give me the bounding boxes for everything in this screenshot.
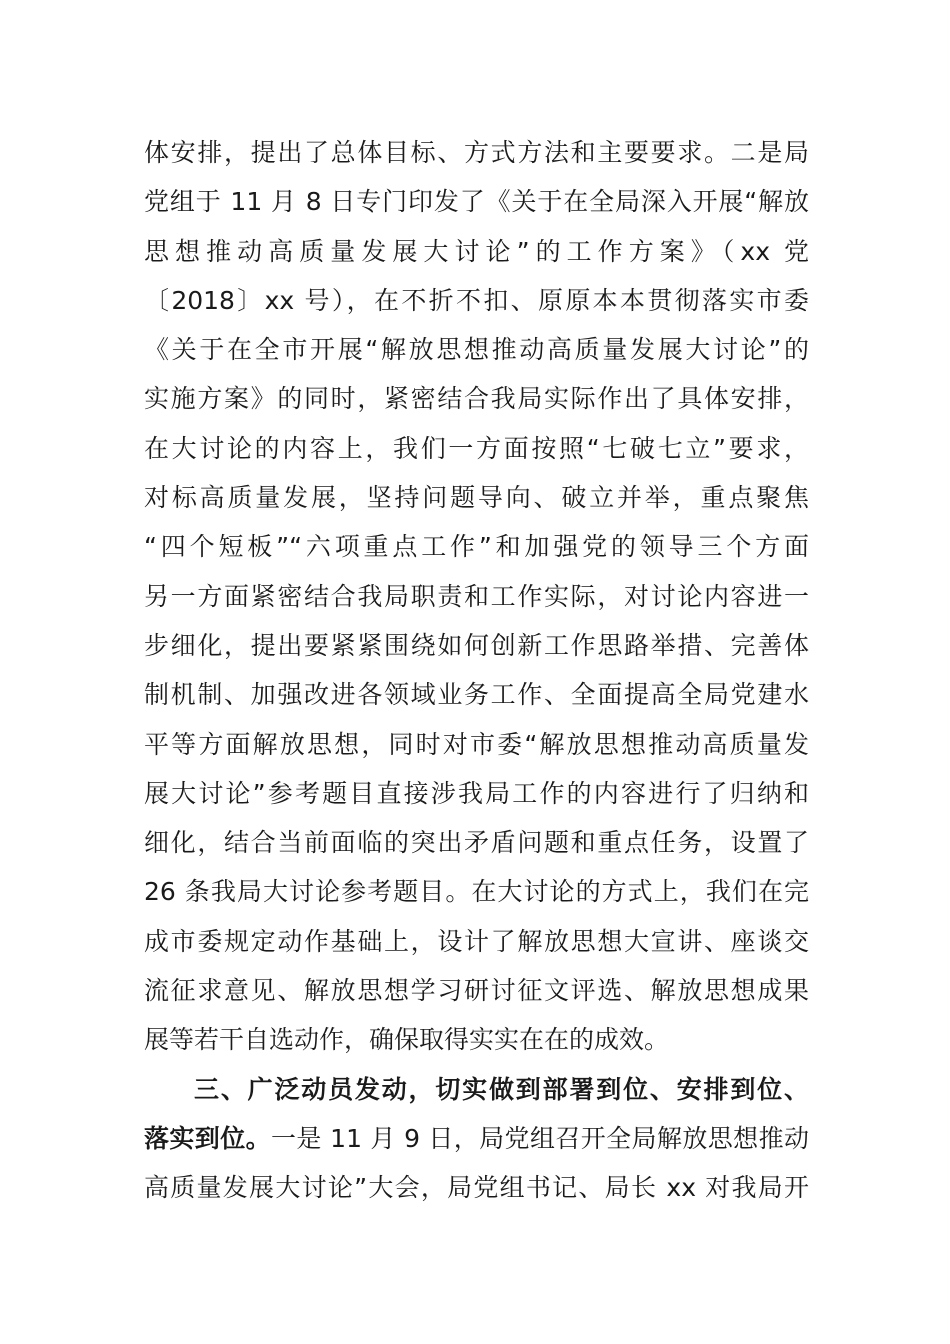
text-line: 展等若干自选动作，确保取得实实在在的成效。 (144, 1025, 670, 1055)
section-heading: 三、广泛动员发动，切实做到部署到位、安排到位、 (194, 1074, 809, 1104)
text-line: 党组于 11 月 8 日专门印发了《关于在全局深入开展“解放 (144, 187, 809, 217)
text-run: 一是 11 月 9 日，局党组召开全局解放思想推动 (271, 1123, 809, 1153)
body-text (144, 128, 809, 1213)
text-line: 体安排，提出了总体目标、方式方法和主要要求。二是局 (144, 138, 809, 167)
text-line (144, 1114, 809, 1163)
text-line: 步细化，提出要紧紧围绕如何创新工作思路举措、完善体 (144, 630, 809, 660)
text-line: 平等方面解放思想，同时对市委“解放思想推动高质量发 (144, 729, 809, 759)
text-line: 实施方案》的同时，紧密结合我局实际作出了具体安排， (144, 384, 809, 414)
text-line: 《关于在全市开展“解放思想推动高质量发展大讨论”的 (144, 335, 809, 365)
text-line: 26 条我局大讨论参考题目。在大讨论的方式上，我们在完 (144, 877, 809, 907)
text-line: 在大讨论的内容上，我们一方面按照“七破七立”要求， (144, 433, 809, 463)
text-line: 另一方面紧密结合我局职责和工作实际，对讨论内容进一 (144, 581, 809, 611)
text-line: 展大讨论”参考题目直接涉我局工作的内容进行了归纳和 (144, 778, 809, 808)
text-line: “四个短板”“六项重点工作”和加强党的领导三个方面 (144, 532, 809, 562)
text-line: 高质量发展大讨论”大会，局党组书记、局长 xx 对我局开 (144, 1173, 809, 1203)
text-line: 细化，结合当前面临的突出矛盾问题和重点任务，设置了 (144, 828, 809, 858)
text-line: 思想推动高质量发展大讨论”的工作方案》（xx 党 (144, 236, 809, 266)
section-heading-end: 落实到位。 (144, 1123, 272, 1153)
text-line: 制机制、加强改进各领域业务工作、全面提高全局党建水 (144, 680, 809, 710)
text-line: 对标高质量发展，坚持问题导向、破立并举，重点聚焦 (144, 483, 809, 513)
text-line: 流征求意见、解放思想学习研讨征文评选、解放思想成果 (144, 976, 809, 1006)
text-line: 成市委规定动作基础上，设计了解放思想大宣讲、座谈交 (144, 926, 809, 956)
text-line: 〔2018〕xx 号），在不折不扣、原原本本贯彻落实市委 (144, 285, 809, 315)
